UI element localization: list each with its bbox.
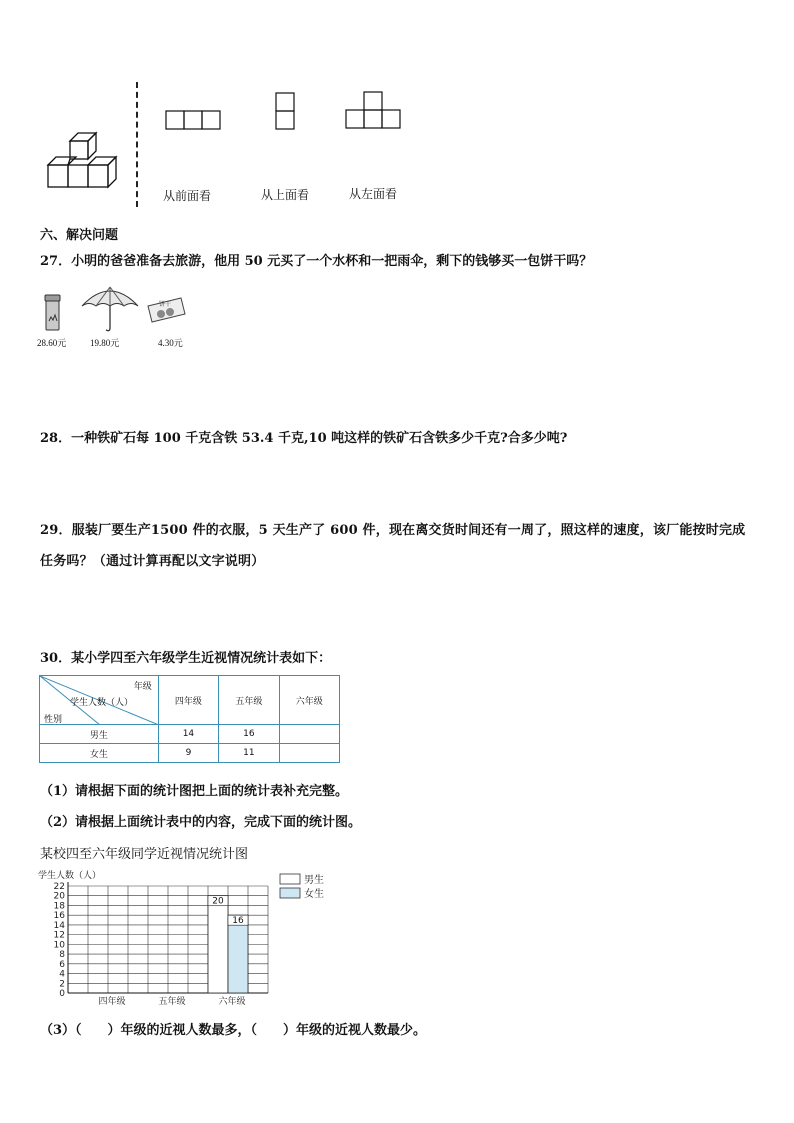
bar-男生-六年级: [208, 896, 228, 993]
y-tick-label: 10: [53, 940, 65, 951]
question-28: 28．一种铁矿石每 100 千克含铁 53.4 千克,10 吨这样的铁矿石含铁多少千克?合多少吨?: [40, 431, 568, 446]
col-header-grade5: 五年级: [219, 676, 279, 725]
question-30: 30．某小学四至六年级学生近视情况统计表如下：: [40, 651, 332, 666]
cube-stack-figure: [40, 125, 130, 190]
legend-swatch-男生: [280, 874, 300, 884]
y-tick-label: 6: [59, 959, 65, 970]
y-tick-label: 8: [59, 950, 65, 961]
y-axis-label: 学生人数（人）: [38, 871, 102, 881]
girls-grade6: [279, 744, 339, 763]
cup-icon: [43, 293, 63, 333]
y-tick-label: 18: [53, 901, 65, 912]
svg-text:饼干: 饼干: [158, 301, 172, 308]
top-view-shape: [275, 92, 296, 131]
dashed-separator: [136, 82, 138, 207]
corner-gender-label: 性别: [44, 715, 63, 725]
biscuit-price: 4.30元: [158, 338, 183, 348]
bar-女生-六年级: [228, 915, 248, 993]
data-label: 16: [232, 916, 244, 927]
sub-question-1: （1）请根据下面的统计图把上面的统计表补充完整。: [40, 784, 349, 799]
x-tick-label: 五年级: [158, 997, 186, 1007]
boys-grade6: [279, 725, 339, 744]
x-tick-label: 四年级: [98, 997, 126, 1007]
y-tick-label: 4: [59, 969, 65, 980]
front-view-shape: [165, 110, 222, 131]
question-29-line1: 29．服装厂要生产1500 件的衣服，5 天生产了 600 件，现在离交货时间还有一周了，照这样的速度，该厂能按时完成: [40, 523, 746, 538]
section-title: 六、解决问题: [40, 228, 119, 243]
girls-grade4: 9: [158, 744, 218, 763]
left-view-label: 从左面看: [349, 187, 398, 201]
umbrella-icon: [80, 284, 140, 334]
sub-question-3: （3）（ ）年级的近视人数最多，（ ）年级的近视人数最少。: [40, 1023, 427, 1038]
data-label: 20: [212, 896, 224, 907]
question-27: 27．小明的爸爸准备去旅游，他用 50 元买了一个水杯和一把雨伞，剩下的钱够买一包饼干吗？: [40, 254, 593, 269]
y-tick-label: 22: [53, 882, 65, 892]
y-tick-label: 16: [53, 911, 65, 922]
y-tick-label: 14: [53, 920, 65, 931]
col-header-grade6: 六年级: [279, 676, 339, 725]
legend-label: 男生: [304, 875, 324, 886]
question-29-line2: 任务吗？（通过计算再配以文字说明）: [40, 554, 265, 569]
legend-swatch-女生: [280, 888, 300, 898]
legend-label: 女生: [304, 889, 324, 900]
biscuit-icon: [145, 296, 187, 324]
chart-title: 某校四至六年级同学近视情况统计图: [40, 847, 249, 862]
y-tick-label: 0: [59, 989, 65, 999]
myopia-stat-table: [39, 675, 340, 763]
corner-grade-label: 年级: [133, 682, 152, 692]
y-tick-label: 20: [53, 891, 65, 902]
col-header-grade4: 四年级: [158, 676, 218, 725]
cup-price: 28.60元: [37, 338, 67, 348]
corner-count-label: 学生人数（人）: [70, 698, 134, 708]
left-view-shape: [345, 91, 403, 131]
boys-grade5: 16: [219, 725, 279, 744]
y-tick-label: 2: [59, 979, 65, 990]
sub-question-2: （2）请根据上面统计表中的内容，完成下面的统计图。: [40, 815, 362, 830]
myopia-bar-chart: [30, 866, 340, 1011]
row-label-girls: 女生: [40, 744, 159, 763]
umbrella-price: 19.80元: [90, 338, 120, 348]
y-tick-label: 12: [53, 930, 65, 941]
girls-grade5: 11: [219, 744, 279, 763]
top-view-label: 从上面看: [261, 188, 310, 202]
x-tick-label: 六年级: [218, 997, 246, 1007]
front-view-label: 从前面看: [163, 189, 212, 203]
row-label-boys: 男生: [40, 725, 159, 744]
boys-grade4: 14: [158, 725, 218, 744]
table-corner-cell: [40, 676, 159, 725]
